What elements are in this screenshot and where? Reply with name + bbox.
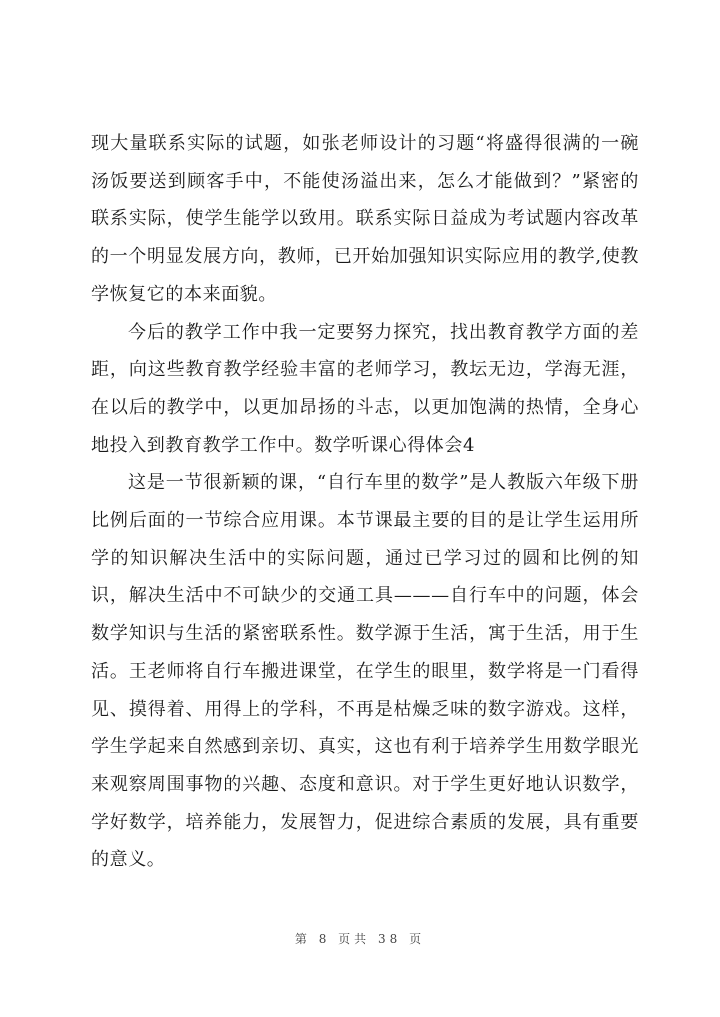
- page-number-footer: 第 8 页共 38 页: [294, 932, 426, 946]
- paragraph-1: 现大量联系实际的试题，如张老师设计的习题“将盛得很满的一碗汤饭要送到顾客手中，不能使汤溢出来，怎么才能做到？”紧密的联系实际，使学生能学以致用。联系实际日益成为考试题内容改革的一个明显发展方向，教师，已开始加强知识实际应用的教学,使教学恢复它的本来面貌。: [91, 133, 639, 305]
- document-body: [91, 125, 639, 879]
- paragraph-3: 这是一节很新颖的课，“自行车里的数学”是人教版六年级下册比例后面的一节综合应用课。本节课最主要的目的是让学生运用所学的知识解决生活中的实际问题，通过已学习过的圆和比例的知识，解决生活中不可缺少的交通工具———自行车中的问题，体会数学知识与生活的紧密联系性。数学源于生活，寓于生活，用于生活。王老师将自行车搬进课堂，在学生的眼里，数学将是一门看得见、摸得着、用得上的学科，不再是枯燥乏味的数字游戏。这样，学生学起来自然感到亲切、真实，这也有利于培养学生用数学眼光来观察周围事物的兴趣、态度和意识。对于学生更好地认识数学，学好数学，培养能力，发展智力，促进综合素质的发展，具有重要的意义。: [91, 472, 639, 871]
- paragraph-2: 今后的教学工作中我一定要努力探究，找出教育教学方面的差距，向这些教育教学经验丰富的老师学习，教坛无边，学海无涯，在以后的教学中，以更加昂扬的斗志，以更加饱满的热情，全身心地投入到教育教学工作中。数学听课心得体会4: [91, 321, 639, 456]
